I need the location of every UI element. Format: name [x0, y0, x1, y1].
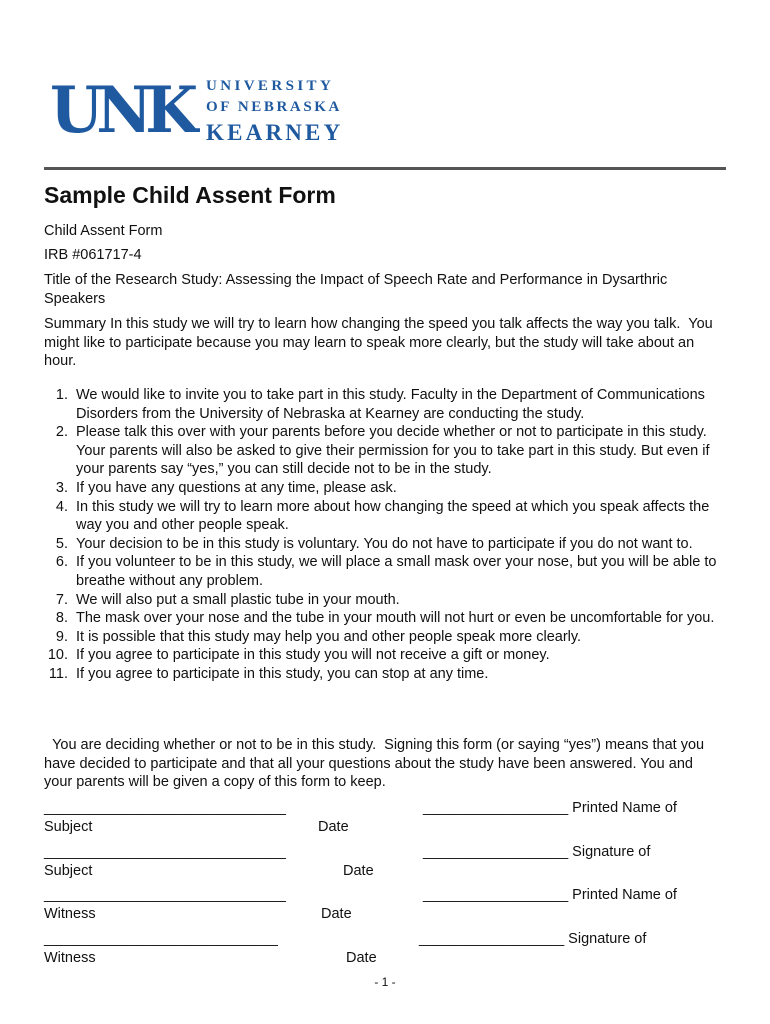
- item-number: 7.: [55, 591, 68, 608]
- date-label: Date: [321, 906, 352, 922]
- signature-subject-label: __________________ Signature of: [423, 844, 651, 860]
- item-text: The mask over your nose and the tube in your mouth will not hurt or even be uncomfortable for you.: [76, 610, 715, 627]
- list-item: [44, 498, 734, 535]
- printed-name-witness-label: __________________ Printed Name of: [423, 887, 677, 903]
- item-text: If you volunteer to be in this study, we will place a small mask over your nose, but you will be able to breathe without any problem.: [76, 554, 717, 589]
- item-text: If you have any questions at any time, please ask.: [76, 479, 397, 496]
- subject-signature-line[interactable]: ______________________________: [44, 844, 286, 860]
- list-item: [44, 535, 734, 554]
- page-number: - 1 -: [374, 975, 396, 989]
- item-text: Your decision to be in this study is voluntary. You do not have to participate if you do not want to.: [76, 535, 693, 552]
- logo-line-of-nebraska: OF NEBRASKA: [206, 99, 342, 115]
- item-text: In this study we will try to learn more about how changing the speed at which you speak affects the way you and other people speak.: [76, 498, 710, 534]
- subject-label: Subject: [44, 819, 93, 835]
- study-summary: Summary In this study we will try to learn how changing the speed you talk affects the way you talk. You might like to participate because you may learn to speak more clearly, but the study will take about an hour.: [44, 316, 717, 370]
- list-item: [44, 423, 734, 479]
- university-logo: [50, 74, 350, 148]
- item-number: 4.: [55, 498, 68, 515]
- item-number: 5.: [55, 535, 68, 552]
- header-divider: [44, 167, 726, 170]
- subject-label: Subject: [44, 863, 93, 879]
- date-label: Date: [346, 950, 377, 966]
- page-title: Sample Child Assent Form: [44, 182, 336, 208]
- witness-label: Witness: [44, 950, 96, 966]
- logo-line-university: UNIVERSITY: [206, 78, 335, 94]
- item-text: It is possible that this study may help you and other people speak more clearly.: [76, 628, 582, 645]
- item-number: 2.: [55, 424, 68, 441]
- item-number: 11.: [48, 665, 68, 682]
- study-title: Title of the Research Study: Assessing the Impact of Speech Rate and Performance in Dysarthric Speakers: [44, 272, 668, 307]
- unk-logo-mark: UNK: [50, 73, 192, 148]
- item-text: We will also put a small plastic tube in your mouth.: [76, 591, 400, 608]
- item-text: If you agree to participate in this study, you can stop at any time.: [76, 665, 489, 682]
- witness-label: Witness: [44, 906, 96, 922]
- irb-number: IRB #061717-4: [44, 247, 142, 263]
- list-item: [44, 591, 734, 610]
- list-item: [44, 609, 734, 628]
- consent-items-list: [44, 386, 734, 684]
- logo-line-kearney: KEARNEY: [206, 120, 344, 145]
- list-item: [44, 479, 734, 498]
- list-item: [44, 665, 734, 684]
- list-item: [44, 386, 734, 423]
- item-number: 8.: [55, 610, 68, 627]
- form-name: Child Assent Form: [44, 223, 163, 239]
- item-text: We would like to invite you to take part in this study. Faculty in the Department of Communications Disorders from the University of Nebraska at Kearney are conducting the study.: [76, 387, 705, 422]
- university-wordmark: [206, 76, 343, 148]
- closing-statement: You are deciding whether or not to be in this study. Signing this form (or saying “yes”) means that you have decided to participate and that all your questions about the study have been answered. You and your parents will be given a copy of this form to keep.: [44, 737, 709, 791]
- item-text: Please talk this over with your parents before you decide whether or not to participate in this study. Your parents will also be asked to give their permission for you to take part in this study. But even if your parents say “yes,” you can still decide not to be in the study.: [76, 424, 710, 478]
- witness-signature-line[interactable]: _____________________________: [44, 931, 278, 947]
- printed-name-subject-label: __________________ Printed Name of: [423, 800, 677, 816]
- item-number: 1.: [55, 387, 68, 403]
- list-item: [44, 553, 734, 590]
- item-text: If you agree to participate in this study you will not receive a gift or money.: [76, 647, 550, 664]
- subject-name-line[interactable]: ______________________________: [44, 800, 286, 816]
- item-number: 10.: [47, 647, 68, 664]
- date-label: Date: [318, 819, 349, 835]
- item-number: 6.: [55, 554, 68, 571]
- item-number: 3.: [55, 479, 68, 496]
- witness-name-line[interactable]: ______________________________: [44, 887, 286, 903]
- item-number: 9.: [55, 628, 68, 645]
- list-item: [44, 628, 734, 647]
- signature-witness-label: __________________ Signature of: [419, 931, 647, 947]
- date-label: Date: [343, 863, 374, 879]
- list-item: [44, 646, 734, 665]
